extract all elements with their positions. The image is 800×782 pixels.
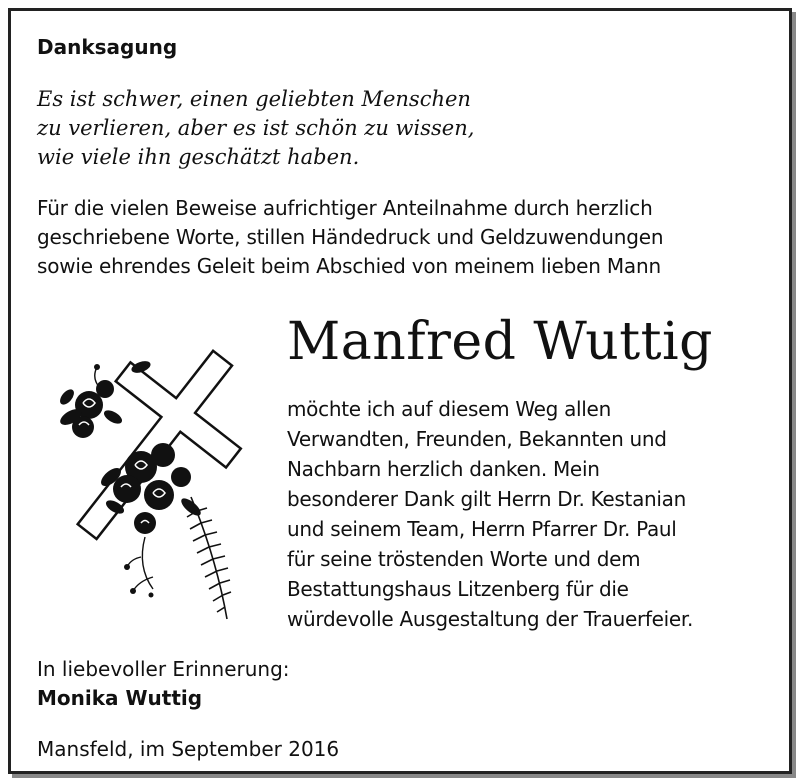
thanks-line: Nachbarn herzlich danken. Mein — [287, 457, 600, 481]
deceased-name: Manfred Wuttig — [287, 312, 713, 372]
thanks-line: Bestattungshaus Litzenberg für die — [287, 577, 629, 601]
poem-quote — [37, 85, 597, 172]
poem-line: zu verlieren, aber es ist schön zu wissen, — [37, 116, 475, 140]
thanks-line: und seinem Team, Herrn Pfarrer Dr. Paul — [287, 517, 677, 541]
thanks-line: Verwandten, Freunden, Bekannten und — [287, 427, 667, 451]
intro-line: geschriebene Worte, stillen Händedruck und Geldzuwendungen — [37, 225, 664, 249]
closing-phrase: In liebevoller Erinnerung: — [37, 657, 290, 681]
poem-line: Es ist schwer, einen geliebten Menschen — [37, 87, 471, 111]
intro-line: Für die vielen Beweise aufrichtiger Anteilnahme durch herzlich — [37, 196, 653, 220]
intro-line: sowie ehrendes Geleit beim Abschied von meinem lieben Mann — [37, 254, 661, 278]
notice-heading: Danksagung — [37, 35, 178, 59]
poem-line: wie viele ihn geschätzt haben. — [37, 145, 360, 169]
thanks-line: würdevolle Ausgestaltung der Trauerfeier. — [287, 607, 694, 631]
thanks-line: möchte ich auf diesem Weg allen — [287, 397, 611, 421]
place-date: Mansfeld, im September 2016 — [37, 737, 340, 761]
intro-paragraph — [37, 194, 777, 281]
thanks-paragraph — [287, 394, 777, 634]
thanks-line: besonderer Dank gilt Herrn Dr. Kestanian — [287, 487, 687, 511]
thanks-line: für seine tröstenden Worte und dem — [287, 547, 641, 571]
signer-name: Monika Wuttig — [37, 686, 203, 710]
obituary-notice — [8, 8, 792, 774]
cross-with-roses-icon — [41, 327, 261, 627]
